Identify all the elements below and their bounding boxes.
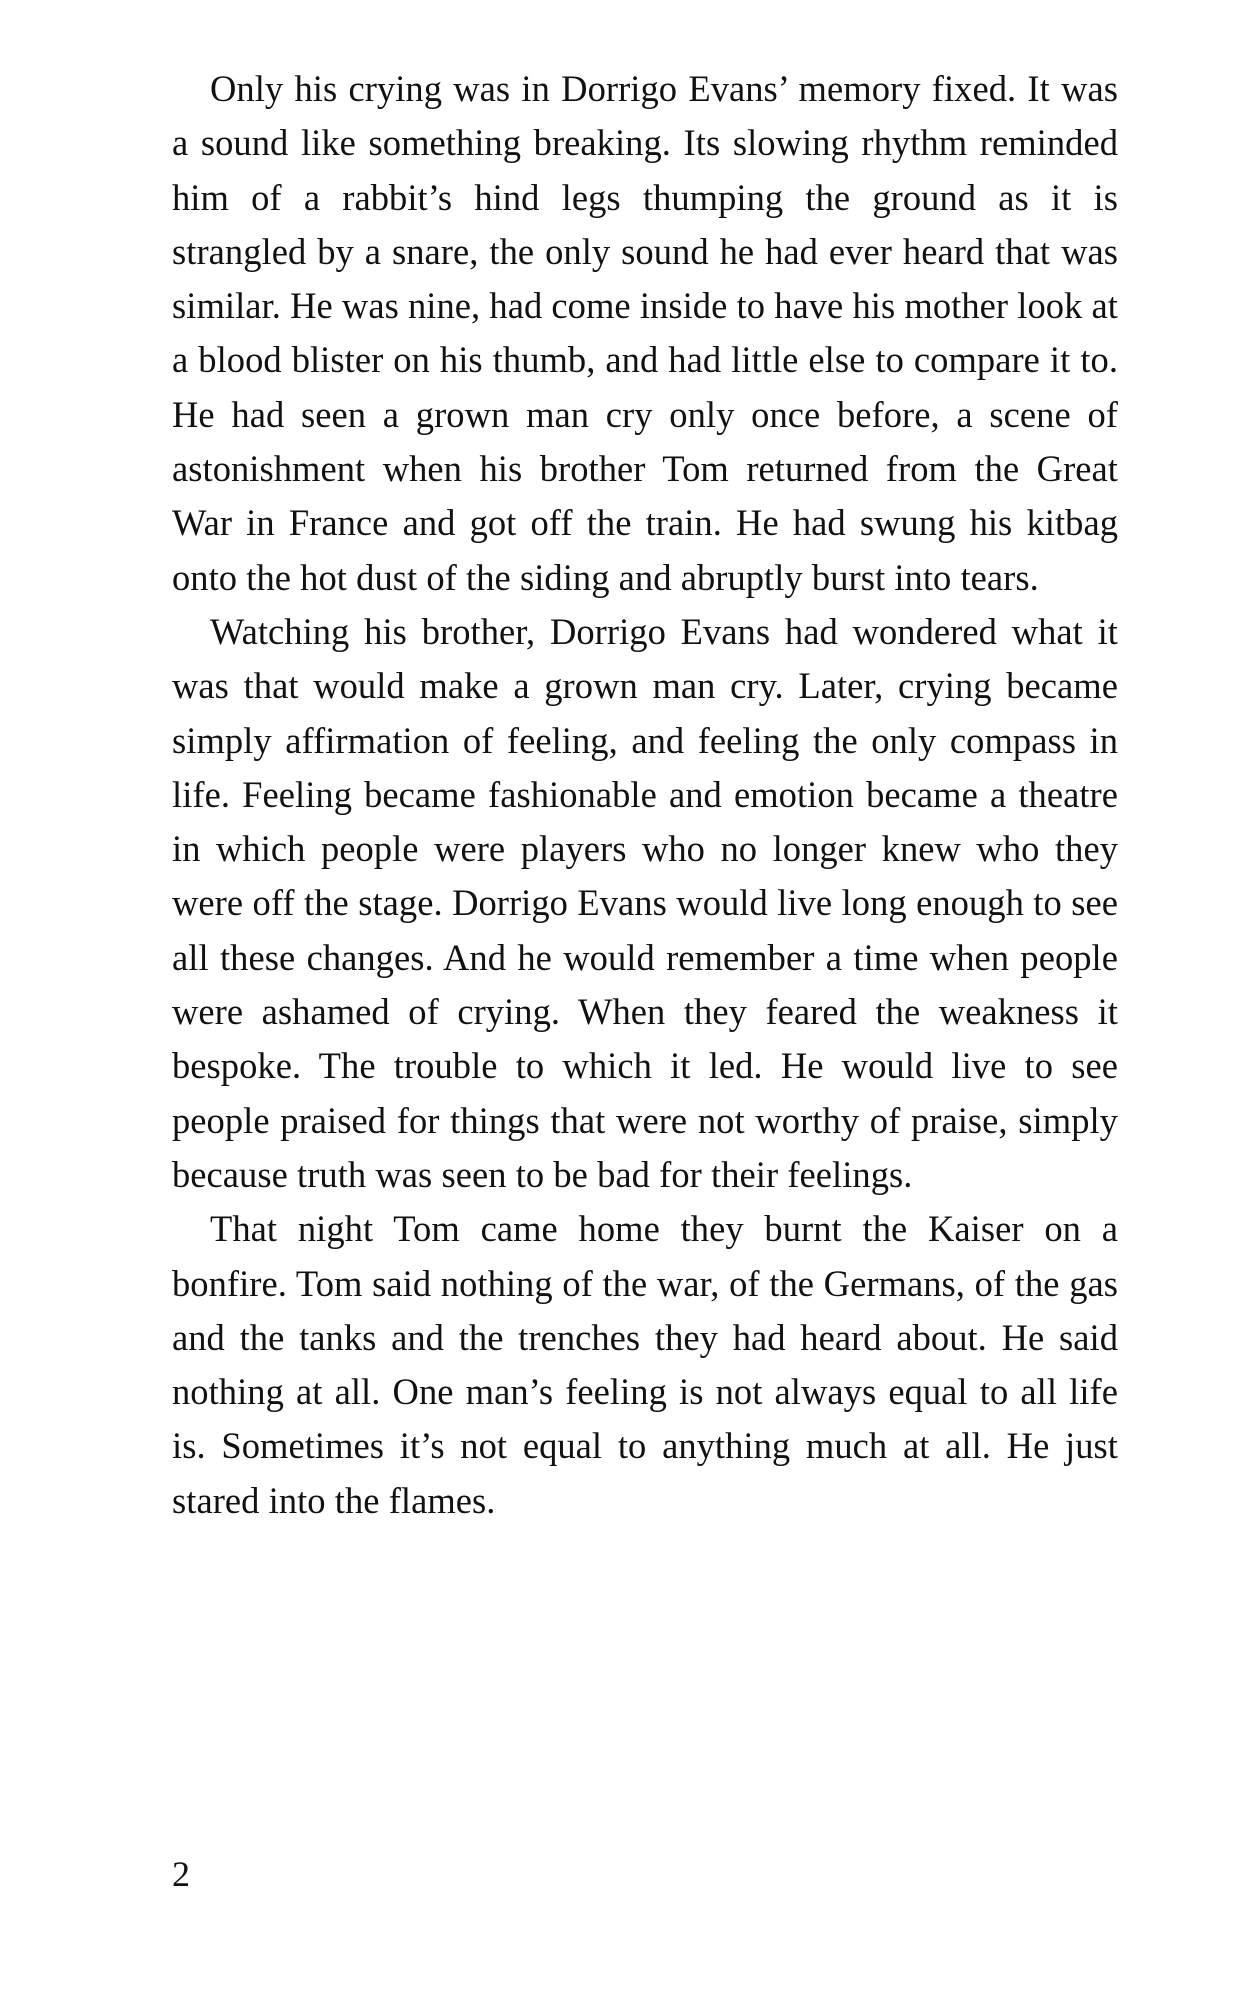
paragraph-3: That night Tom came home they burnt the Kaiser on a bonfire. Tom said nothing of the war, of the Germans, of the gas and the tanks and the trenches they had heard about. He said nothing at all. One man’s feeling is not always equal to all life is. Sometimes it’s not equal to anything much at all. He just stared into the flames. (172, 1208, 1118, 1521)
page-number: 2 (172, 1854, 190, 1894)
body-text (172, 62, 1118, 1528)
paragraph-1: Only his crying was in Dorrigo Evans’ memory fixed. It was a sound like something breaking. Its slowing rhythm reminded him of a rabbit’s hind legs thumping the ground as it is strangled by a snare, the only sound he had ever heard that was similar. He was nine, had come inside to have his mother look at a blood blister on his thumb, and had little else to compare it to. He had seen a grown man cry only once before, a scene of astonishment when his brother Tom returned from the Great War in France and got off the train. He had swung his kitbag onto the hot dust of the siding and abruptly burst into tears. (172, 68, 1118, 598)
paragraph-2: Watching his brother, Dorrigo Evans had wondered what it was that would make a grown man cry. Later, crying became simply affirmation of feeling, and feeling the only compass in life. Feeling became fashionable and emotion became a theatre in which people were players who no longer knew who they were off the stage. Dorrigo Evans would live long enough to see all these changes. And he would remember a time when people were ashamed of crying. When they feared the weakness it bespoke. The trouble to which it led. He would live to see people praised for things that were not worthy of praise, simply because truth was seen to be bad for their feelings. (172, 610, 1118, 1195)
